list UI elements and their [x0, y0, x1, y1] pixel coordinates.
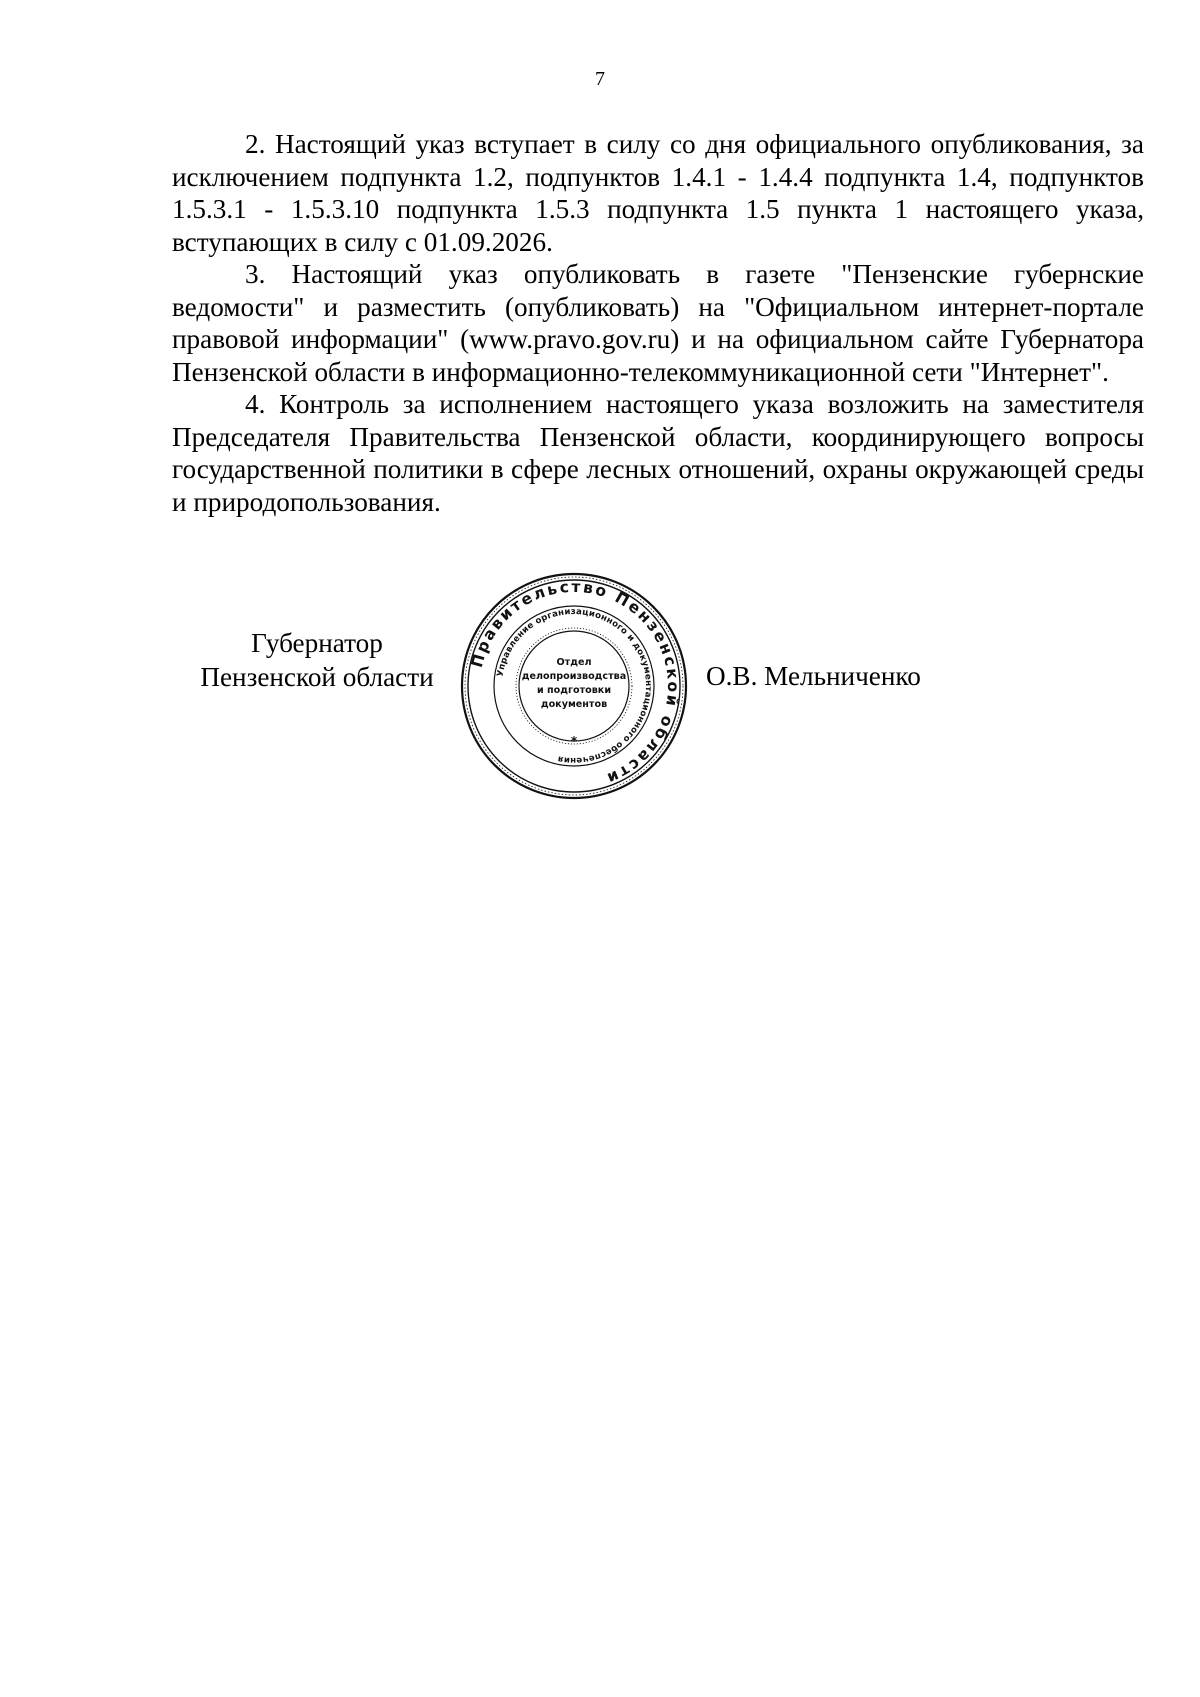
signer-position-line1: Губернатор — [251, 628, 383, 658]
seal-center-line2: делопроизводства — [521, 671, 627, 682]
seal-graphic — [458, 570, 690, 802]
signature-block — [0, 570, 1200, 810]
paragraph-2: 2. Настоящий указ вступает в силу со дня официального опубликования, за исключением подпункта 1.2, подпунктов 1.4.1 - 1.4.4 подпункта 1.4, подпунктов 1.5.3.1 - 1.5.3.10 подпункта 1.5.3 подпункта 1.5 пункта 1 настоящего указа, вступающих в силу с 01.09.2026. — [172, 129, 1144, 257]
signer-position — [172, 626, 462, 694]
paragraph-3: 3. Настоящий указ опубликовать в газете "Пензенские губернские ведомости" и разместить (опубликовать) на "Официальном интернет-портале правовой информации" (www.pravo.gov.ru) и на официальном сайте Губернатора Пензенской области в информационно-телекоммуникационной сети "Интернет". — [172, 259, 1144, 387]
seal-inner-text: Управление организационного и документационного обеспечения — [495, 606, 654, 766]
document-body — [172, 128, 1144, 518]
seal-center-line3: и подготовки — [536, 685, 612, 696]
official-seal-stamp — [458, 570, 690, 802]
seal-center-line1: Отдел — [556, 657, 592, 668]
signer-position-line2: Пензенской области — [200, 662, 434, 692]
signer-name: О.В. Мельниченко — [706, 661, 921, 691]
paragraph-4: 4. Контроль за исполнением настоящего указа возложить на заместителя Председателя Правительства Пензенской области, координирующего вопросы государственной политики в сфере лесных отношений, охраны окружающей среды и природопользования. — [172, 389, 1144, 517]
seal-star-bottom: * — [570, 734, 578, 748]
seal-center-line4: документов — [540, 699, 608, 710]
page-number: 7 — [595, 68, 605, 90]
seal-outer-text: Правительство Пензенской области — [467, 577, 683, 789]
seal-center-text — [522, 657, 626, 710]
